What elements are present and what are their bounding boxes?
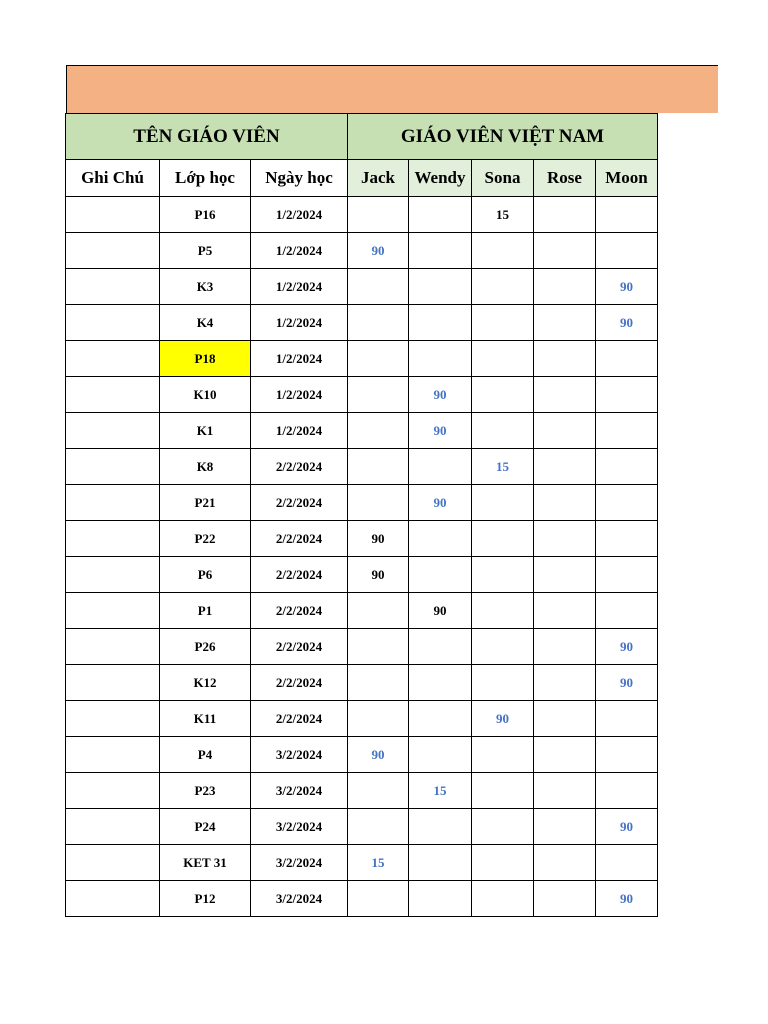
value-cell-moon[interactable] [596, 197, 658, 233]
date-cell[interactable]: 2/2/2024 [251, 701, 348, 737]
note-cell[interactable] [66, 521, 160, 557]
value-cell-rose[interactable] [534, 809, 596, 845]
date-cell[interactable]: 2/2/2024 [251, 557, 348, 593]
date-cell[interactable]: 1/2/2024 [251, 341, 348, 377]
teacher-name-header[interactable]: TÊN GIÁO VIÊN [66, 114, 348, 160]
date-cell[interactable]: 3/2/2024 [251, 737, 348, 773]
value-cell-moon[interactable] [596, 341, 658, 377]
date-cell[interactable]: 3/2/2024 [251, 809, 348, 845]
date-cell[interactable]: 1/2/2024 [251, 413, 348, 449]
date-cell[interactable]: 1/2/2024 [251, 269, 348, 305]
value-cell-sona[interactable] [472, 377, 534, 413]
date-cell[interactable]: 1/2/2024 [251, 305, 348, 341]
value-cell-sona[interactable]: 15 [472, 449, 534, 485]
note-cell[interactable] [66, 449, 160, 485]
date-cell[interactable]: 2/2/2024 [251, 485, 348, 521]
teacher-column-header-jack[interactable]: Jack [348, 160, 409, 197]
note-cell[interactable] [66, 269, 160, 305]
table-row [66, 557, 658, 593]
value-cell-wendy[interactable]: 15 [409, 773, 472, 809]
value-cell-jack[interactable] [348, 701, 409, 737]
value-cell-jack[interactable] [348, 773, 409, 809]
note-cell[interactable] [66, 593, 160, 629]
class-cell[interactable]: P4 [160, 737, 251, 773]
value-cell-moon[interactable] [596, 701, 658, 737]
date-column-header[interactable]: Ngày học [251, 160, 348, 197]
value-cell-rose[interactable] [534, 737, 596, 773]
date-cell[interactable]: 2/2/2024 [251, 521, 348, 557]
table-row [66, 809, 658, 845]
date-cell[interactable]: 3/2/2024 [251, 845, 348, 881]
table-row [66, 881, 658, 917]
value-cell-rose[interactable] [534, 557, 596, 593]
value-cell-wendy[interactable] [409, 557, 472, 593]
value-cell-wendy[interactable] [409, 701, 472, 737]
note-cell[interactable] [66, 773, 160, 809]
table-row [66, 593, 658, 629]
note-cell[interactable] [66, 341, 160, 377]
value-cell-rose[interactable] [534, 773, 596, 809]
value-cell-rose[interactable] [534, 701, 596, 737]
class-cell[interactable]: P16 [160, 197, 251, 233]
value-cell-jack[interactable] [348, 377, 409, 413]
date-cell[interactable]: 2/2/2024 [251, 629, 348, 665]
value-cell-sona[interactable] [472, 593, 534, 629]
value-cell-rose[interactable] [534, 665, 596, 701]
value-cell-rose[interactable] [534, 269, 596, 305]
class-cell[interactable]: P21 [160, 485, 251, 521]
note-cell[interactable] [66, 377, 160, 413]
note-cell[interactable] [66, 413, 160, 449]
table-row [66, 413, 658, 449]
teacher-column-header-moon[interactable]: Moon [596, 160, 658, 197]
value-cell-moon[interactable]: 90 [596, 269, 658, 305]
note-cell[interactable] [66, 737, 160, 773]
value-cell-rose[interactable] [534, 341, 596, 377]
class-cell[interactable]: KET 31 [160, 845, 251, 881]
value-cell-moon[interactable]: 90 [596, 305, 658, 341]
class-cell[interactable]: P26 [160, 629, 251, 665]
value-cell-sona[interactable] [472, 305, 534, 341]
value-cell-rose[interactable] [534, 881, 596, 917]
date-cell[interactable]: 3/2/2024 [251, 881, 348, 917]
value-cell-wendy[interactable] [409, 629, 472, 665]
value-cell-rose[interactable] [534, 197, 596, 233]
class-cell[interactable]: P6 [160, 557, 251, 593]
table-row [66, 665, 658, 701]
value-cell-sona[interactable] [472, 341, 534, 377]
value-cell-sona[interactable] [472, 737, 534, 773]
note-cell[interactable] [66, 197, 160, 233]
value-cell-wendy[interactable] [409, 521, 472, 557]
table-row [66, 845, 658, 881]
class-column-header[interactable]: Lớp học [160, 160, 251, 197]
value-cell-sona[interactable] [472, 413, 534, 449]
value-cell-sona[interactable] [472, 557, 534, 593]
group-header-row [66, 114, 658, 160]
date-cell[interactable]: 2/2/2024 [251, 593, 348, 629]
value-cell-rose[interactable] [534, 305, 596, 341]
value-cell-sona[interactable] [472, 233, 534, 269]
class-cell[interactable]: K11 [160, 701, 251, 737]
value-cell-jack[interactable] [348, 449, 409, 485]
value-cell-wendy[interactable]: 90 [409, 485, 472, 521]
value-cell-moon[interactable] [596, 233, 658, 269]
class-cell[interactable]: P22 [160, 521, 251, 557]
value-cell-sona[interactable] [472, 629, 534, 665]
schedule-rows [66, 197, 658, 917]
value-cell-wendy[interactable] [409, 737, 472, 773]
note-cell[interactable] [66, 701, 160, 737]
value-cell-wendy[interactable]: 90 [409, 413, 472, 449]
value-cell-wendy[interactable] [409, 233, 472, 269]
note-cell[interactable] [66, 665, 160, 701]
value-cell-sona[interactable] [472, 809, 534, 845]
value-cell-moon[interactable]: 90 [596, 881, 658, 917]
note-cell[interactable] [66, 845, 160, 881]
value-cell-rose[interactable] [534, 449, 596, 485]
value-cell-sona[interactable] [472, 773, 534, 809]
table-row [66, 305, 658, 341]
class-cell[interactable]: P5 [160, 233, 251, 269]
class-cell[interactable]: K4 [160, 305, 251, 341]
note-cell[interactable] [66, 485, 160, 521]
date-cell[interactable]: 1/2/2024 [251, 233, 348, 269]
value-cell-rose[interactable] [534, 485, 596, 521]
value-cell-wendy[interactable] [409, 269, 472, 305]
value-cell-jack[interactable] [348, 629, 409, 665]
value-cell-jack[interactable]: 90 [348, 557, 409, 593]
table-row [66, 449, 658, 485]
value-cell-sona[interactable]: 90 [472, 701, 534, 737]
value-cell-wendy[interactable] [409, 665, 472, 701]
teacher-column-header-wendy[interactable]: Wendy [409, 160, 472, 197]
value-cell-jack[interactable] [348, 197, 409, 233]
date-cell[interactable]: 3/2/2024 [251, 773, 348, 809]
value-cell-rose[interactable] [534, 629, 596, 665]
value-cell-jack[interactable]: 90 [348, 233, 409, 269]
value-cell-jack[interactable]: 90 [348, 521, 409, 557]
value-cell-jack[interactable]: 90 [348, 737, 409, 773]
value-cell-jack[interactable] [348, 269, 409, 305]
teacher-column-header-rose[interactable]: Rose [534, 160, 596, 197]
note-cell[interactable] [66, 629, 160, 665]
value-cell-wendy[interactable] [409, 845, 472, 881]
table-row [66, 197, 658, 233]
date-cell[interactable]: 1/2/2024 [251, 197, 348, 233]
date-cell[interactable]: 1/2/2024 [251, 377, 348, 413]
value-cell-jack[interactable] [348, 305, 409, 341]
class-cell[interactable]: P12 [160, 881, 251, 917]
value-cell-jack[interactable] [348, 341, 409, 377]
teacher-column-header-sona[interactable]: Sona [472, 160, 534, 197]
value-cell-rose[interactable] [534, 845, 596, 881]
value-cell-sona[interactable] [472, 521, 534, 557]
value-cell-wendy[interactable]: 90 [409, 377, 472, 413]
value-cell-moon[interactable] [596, 377, 658, 413]
value-cell-wendy[interactable]: 90 [409, 593, 472, 629]
table-row [66, 701, 658, 737]
value-cell-jack[interactable] [348, 413, 409, 449]
value-cell-rose[interactable] [534, 521, 596, 557]
class-cell[interactable]: P18 [160, 341, 251, 377]
note-cell[interactable] [66, 881, 160, 917]
class-cell[interactable]: P24 [160, 809, 251, 845]
note-cell[interactable] [66, 233, 160, 269]
table-row [66, 737, 658, 773]
value-cell-wendy[interactable] [409, 881, 472, 917]
value-cell-moon[interactable] [596, 737, 658, 773]
value-cell-rose[interactable] [534, 593, 596, 629]
column-header-row [66, 160, 658, 197]
value-cell-moon[interactable] [596, 845, 658, 881]
title-banner [66, 65, 718, 113]
value-cell-moon[interactable] [596, 485, 658, 521]
note-column-header[interactable]: Ghi Chú [66, 160, 160, 197]
table-row [66, 269, 658, 305]
table-row [66, 629, 658, 665]
class-cell[interactable]: K12 [160, 665, 251, 701]
schedule-table [65, 113, 658, 917]
note-cell[interactable] [66, 809, 160, 845]
value-cell-sona[interactable]: 15 [472, 197, 534, 233]
value-cell-moon[interactable] [596, 413, 658, 449]
vietnam-teachers-header[interactable]: GIÁO VIÊN VIỆT NAM [348, 114, 658, 160]
table-row [66, 521, 658, 557]
class-cell[interactable]: P1 [160, 593, 251, 629]
note-cell[interactable] [66, 557, 160, 593]
class-cell[interactable]: P23 [160, 773, 251, 809]
value-cell-moon[interactable] [596, 593, 658, 629]
table-row [66, 773, 658, 809]
table-row [66, 341, 658, 377]
value-cell-wendy[interactable] [409, 305, 472, 341]
class-cell[interactable]: K3 [160, 269, 251, 305]
value-cell-wendy[interactable] [409, 809, 472, 845]
value-cell-moon[interactable] [596, 773, 658, 809]
value-cell-sona[interactable] [472, 881, 534, 917]
value-cell-jack[interactable] [348, 593, 409, 629]
value-cell-moon[interactable] [596, 521, 658, 557]
value-cell-moon[interactable] [596, 557, 658, 593]
value-cell-moon[interactable]: 90 [596, 629, 658, 665]
value-cell-sona[interactable] [472, 665, 534, 701]
table-row [66, 233, 658, 269]
value-cell-jack[interactable] [348, 485, 409, 521]
date-cell[interactable]: 2/2/2024 [251, 449, 348, 485]
value-cell-sona[interactable] [472, 485, 534, 521]
class-cell[interactable]: K8 [160, 449, 251, 485]
value-cell-wendy[interactable] [409, 197, 472, 233]
value-cell-moon[interactable]: 90 [596, 809, 658, 845]
date-cell[interactable]: 2/2/2024 [251, 665, 348, 701]
note-cell[interactable] [66, 305, 160, 341]
value-cell-jack[interactable]: 15 [348, 845, 409, 881]
value-cell-wendy[interactable] [409, 341, 472, 377]
table-row [66, 377, 658, 413]
value-cell-moon[interactable] [596, 449, 658, 485]
class-cell[interactable]: K1 [160, 413, 251, 449]
value-cell-wendy[interactable] [409, 449, 472, 485]
value-cell-rose[interactable] [534, 377, 596, 413]
value-cell-jack[interactable] [348, 881, 409, 917]
value-cell-sona[interactable] [472, 269, 534, 305]
value-cell-jack[interactable] [348, 665, 409, 701]
table-row [66, 485, 658, 521]
class-cell[interactable]: K10 [160, 377, 251, 413]
value-cell-jack[interactable] [348, 809, 409, 845]
value-cell-sona[interactable] [472, 845, 534, 881]
value-cell-rose[interactable] [534, 413, 596, 449]
value-cell-moon[interactable]: 90 [596, 665, 658, 701]
value-cell-rose[interactable] [534, 233, 596, 269]
